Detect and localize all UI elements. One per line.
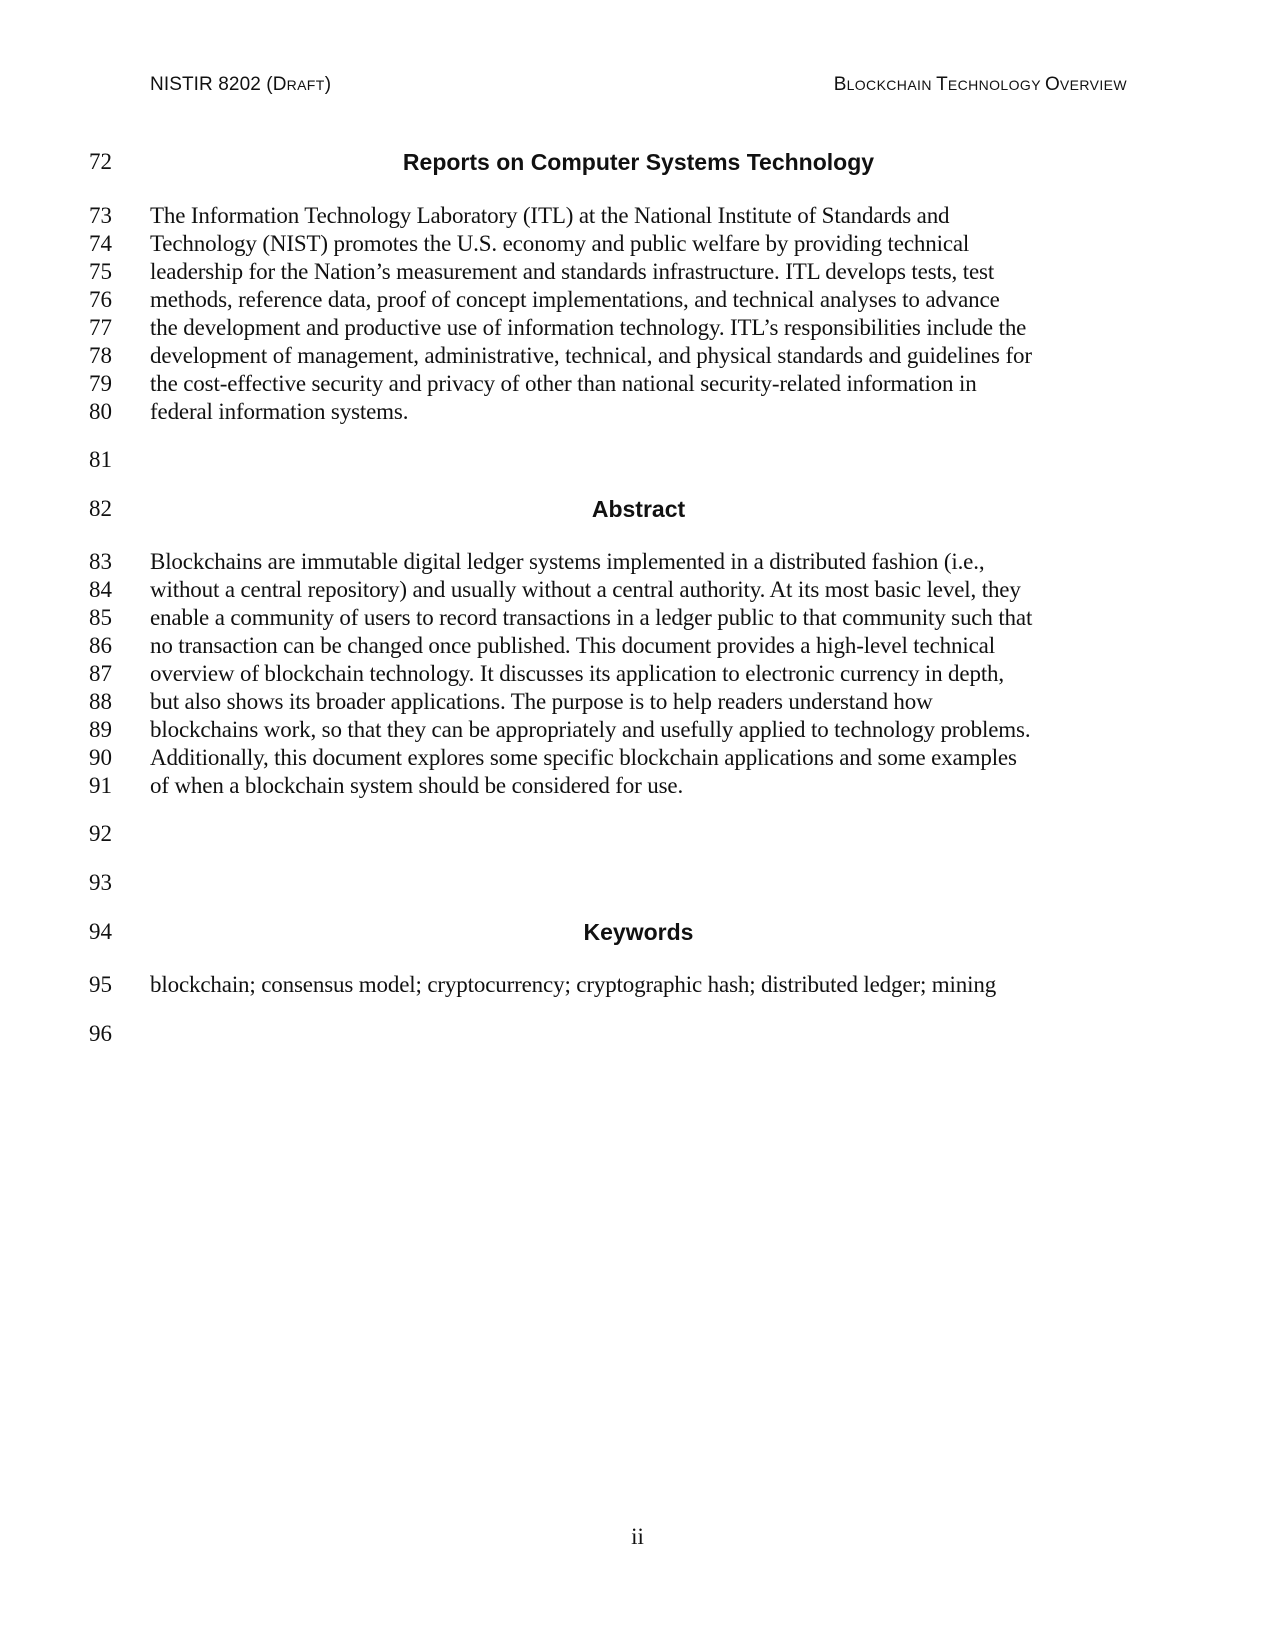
body-line (0, 575, 1275, 605)
running-header-right (834, 74, 1127, 96)
title-o-rest: VERVIEW (1059, 77, 1127, 93)
line-text: but also shows its broader applications. The purpose is to help readers understand how (150, 689, 933, 714)
keywords-heading: Keywords (583, 919, 694, 945)
body-line (0, 397, 1275, 427)
draft-close: ) (324, 74, 332, 95)
body-line (0, 229, 1275, 259)
line-text: federal information systems. (150, 399, 409, 424)
title-t-rest: ECHNOLOGY (947, 77, 1045, 93)
line-text: blockchains work, so that they can be appropriately and usefully applied to technology problems. (150, 717, 1031, 742)
body-line (0, 201, 1275, 231)
line-number: 74 (89, 231, 112, 256)
line-text: Technology (NIST) promotes the U.S. economy and public welfare by providing technical (150, 231, 970, 256)
line-text: overview of blockchain technology. It discusses its application to electronic currency in depth, (150, 661, 1005, 686)
section-heading-line (0, 494, 1275, 524)
line-number: 92 (89, 821, 112, 846)
line-text: development of management, administrative, technical, and physical standards and guidelines for (150, 343, 1032, 368)
line-number: 72 (89, 149, 112, 174)
line-number: 95 (89, 972, 112, 997)
line-number: 96 (89, 1021, 112, 1046)
body-line (0, 771, 1275, 801)
body-line (0, 603, 1275, 633)
line-text: The Information Technology Laboratory (ITL) at the National Institute of Standards and (150, 203, 950, 228)
line-text: without a central repository) and usually without a central authority. At its most basic level, they (150, 577, 1021, 602)
line-number: 90 (89, 745, 112, 770)
line-number: 79 (89, 371, 112, 396)
body-line (0, 631, 1275, 661)
title-t: T (936, 74, 948, 95)
blank-line (0, 445, 1275, 475)
line-number: 86 (89, 633, 112, 658)
title-b: B (833, 74, 847, 95)
line-text: no transaction can be changed once published. This document provides a high-level technical (150, 633, 995, 658)
blank-line (0, 868, 1275, 898)
keywords-text: blockchain; consensus model; cryptocurrency; cryptographic hash; distributed ledger; mining (150, 972, 997, 997)
title-b-rest: LOCKCHAIN (846, 77, 937, 93)
line-number: 82 (89, 496, 112, 521)
running-header-left (150, 74, 331, 96)
line-text: Additionally, this document explores some specific blockchain applications and some examples (150, 745, 1017, 770)
page-number: ii (631, 1524, 644, 1549)
line-number: 89 (89, 717, 112, 742)
line-text: Blockchains are immutable digital ledger systems implemented in a distributed fashion (i.e., (150, 549, 985, 574)
blank-line (0, 819, 1275, 849)
body-line (0, 970, 1275, 1000)
body-line (0, 715, 1275, 745)
body-line (0, 341, 1275, 371)
line-text: enable a community of users to record transactions in a ledger public to that community such that (150, 605, 1033, 630)
body-line (0, 313, 1275, 343)
reports-heading: Reports on Computer Systems Technology (402, 149, 875, 175)
abstract-heading: Abstract (591, 496, 686, 522)
title-o: O (1044, 74, 1060, 95)
body-line (0, 369, 1275, 399)
body-line (0, 659, 1275, 689)
line-number: 94 (89, 919, 112, 944)
line-number: 93 (89, 870, 112, 895)
line-number: 75 (89, 259, 112, 284)
line-number: 87 (89, 661, 112, 686)
doc-id: NISTIR 8202 ( (150, 74, 273, 95)
blank-line (0, 1019, 1275, 1049)
line-text: the development and productive use of information technology. ITL’s responsibilities include the (150, 315, 1027, 340)
line-number: 85 (89, 605, 112, 630)
body-line (0, 687, 1275, 717)
draft-rest: RAFT (286, 77, 325, 93)
line-number: 83 (89, 549, 112, 574)
line-number: 88 (89, 689, 112, 714)
line-number: 91 (89, 773, 112, 798)
section-heading-line (0, 147, 1275, 177)
body-line (0, 743, 1275, 773)
draft-d: D (272, 74, 287, 95)
line-number: 84 (89, 577, 112, 602)
line-text: leadership for the Nation’s measurement and standards infrastructure. ITL develops tests, test (150, 259, 995, 284)
body-line (0, 257, 1275, 287)
line-number: 80 (89, 399, 112, 424)
body-line (0, 547, 1275, 577)
line-text: of when a blockchain system should be considered for use. (150, 773, 684, 798)
line-number: 81 (89, 447, 112, 472)
line-number: 73 (89, 203, 112, 228)
line-number: 78 (89, 343, 112, 368)
section-heading-line (0, 917, 1275, 947)
body-line (0, 285, 1275, 315)
line-number: 76 (89, 287, 112, 312)
line-text: the cost-effective security and privacy of other than national security-related information in (150, 371, 977, 396)
line-text: methods, reference data, proof of concept implementations, and technical analyses to advance (150, 287, 1000, 312)
line-number: 77 (89, 315, 112, 340)
